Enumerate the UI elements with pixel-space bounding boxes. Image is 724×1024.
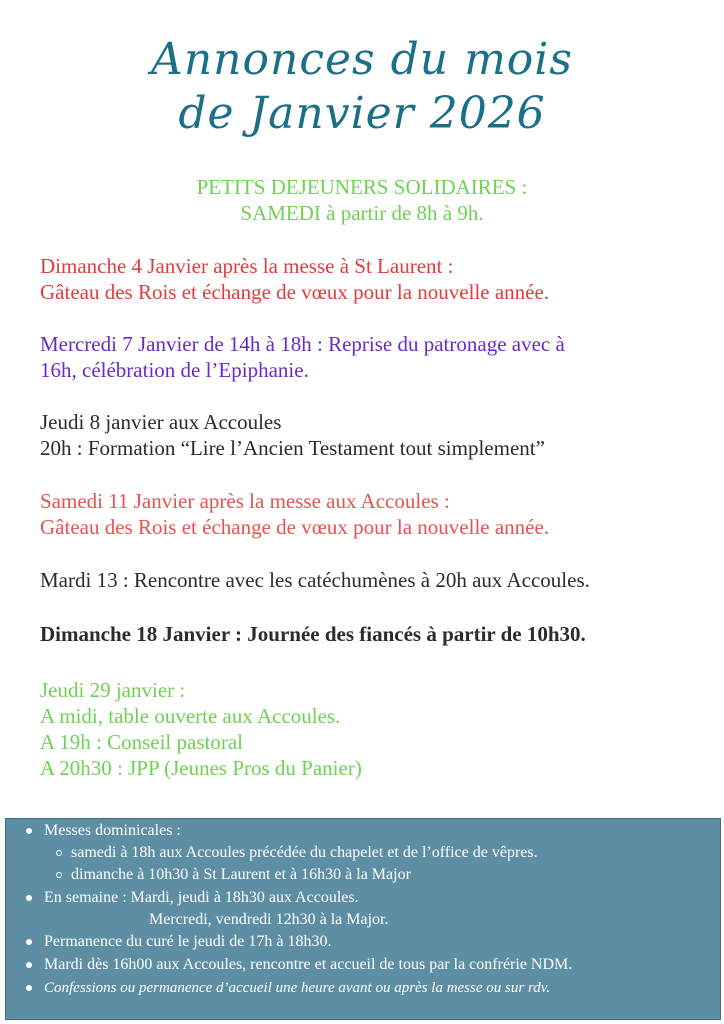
petits-dejeuners-time: SAMEDI à partir de 8h à 9h.	[240, 201, 484, 225]
announcement-7-line-1: Jeudi 29 janvier :	[40, 678, 186, 702]
practical-info-box	[5, 818, 721, 1020]
announcement-7-line-4: A 20h30 : JPP (Jeunes Pros du Panier)	[40, 756, 362, 780]
announcement-1-line-1: Dimanche 4 Janvier après la messe à St Laurent :	[40, 254, 454, 278]
bullet-icon	[26, 895, 32, 901]
messes-saturday: samedi à 18h aux Accoules précédée du chapelet et de l’office de vêpres.	[71, 844, 538, 861]
bullet-icon	[26, 828, 32, 834]
announcement-2-line-2: 16h, célébration de l’Epiphanie.	[40, 358, 309, 382]
announcement-6-line-1: Dimanche 18 Janvier : Journée des fiancés à partir de 10h30.	[40, 622, 586, 646]
messes-title: Messes dominicales :	[44, 822, 181, 839]
announcement-3-line-1: Jeudi 8 janvier aux Accoules	[40, 410, 282, 434]
title-line-2: de Janvier 2026	[178, 88, 546, 139]
announcement-7-line-2: A midi, table ouverte aux Accoules.	[40, 704, 341, 728]
announcement-4-line-2: Gâteau des Rois et échange de vœux pour la nouvelle année.	[40, 515, 550, 539]
announcement-7-line-3: A 19h : Conseil pastoral	[40, 730, 243, 754]
sub-bullet-icon	[56, 872, 62, 878]
bullet-icon	[26, 985, 32, 991]
announcement-5-line-1: Mardi 13 : Rencontre avec les catéchumènes à 20h aux Accoules.	[40, 568, 590, 592]
messes-sunday: dimanche à 10h30 à St Laurent et à 16h30 à la Major	[71, 866, 411, 883]
petits-dejeuners-title: PETITS DEJEUNERS SOLIDAIRES :	[196, 175, 528, 199]
mardi-accueil: Mardi dès 16h00 aux Accoules, rencontre et accueil de tous par la confrérie NDM.	[44, 956, 573, 973]
permanence-cure: Permanence du curé le jeudi de 17h à 18h30.	[44, 933, 332, 950]
bullet-icon	[26, 962, 32, 968]
title-line-1: Annonces du mois	[151, 34, 573, 85]
confessions: Confessions ou permanence d’accueil une heure avant ou après la messe ou sur rdv.	[44, 980, 551, 996]
sub-bullet-icon	[56, 850, 62, 856]
semaine-line-1: En semaine : Mardi, jeudi à 18h30 aux Accoules.	[44, 889, 359, 906]
announcement-1-line-2: Gâteau des Rois et échange de vœux pour la nouvelle année.	[40, 280, 550, 304]
bullet-icon	[26, 939, 32, 945]
announcement-2-line-1: Mercredi 7 Janvier de 14h à 18h : Reprise du patronage avec à	[40, 332, 565, 356]
announcement-3-line-2: 20h : Formation “Lire l’Ancien Testament tout simplement”	[40, 436, 545, 460]
announcement-4-line-1: Samedi 11 Janvier après la messe aux Accoules :	[40, 489, 450, 513]
semaine-line-2: Mercredi, vendredi 12h30 à la Major.	[149, 911, 389, 928]
